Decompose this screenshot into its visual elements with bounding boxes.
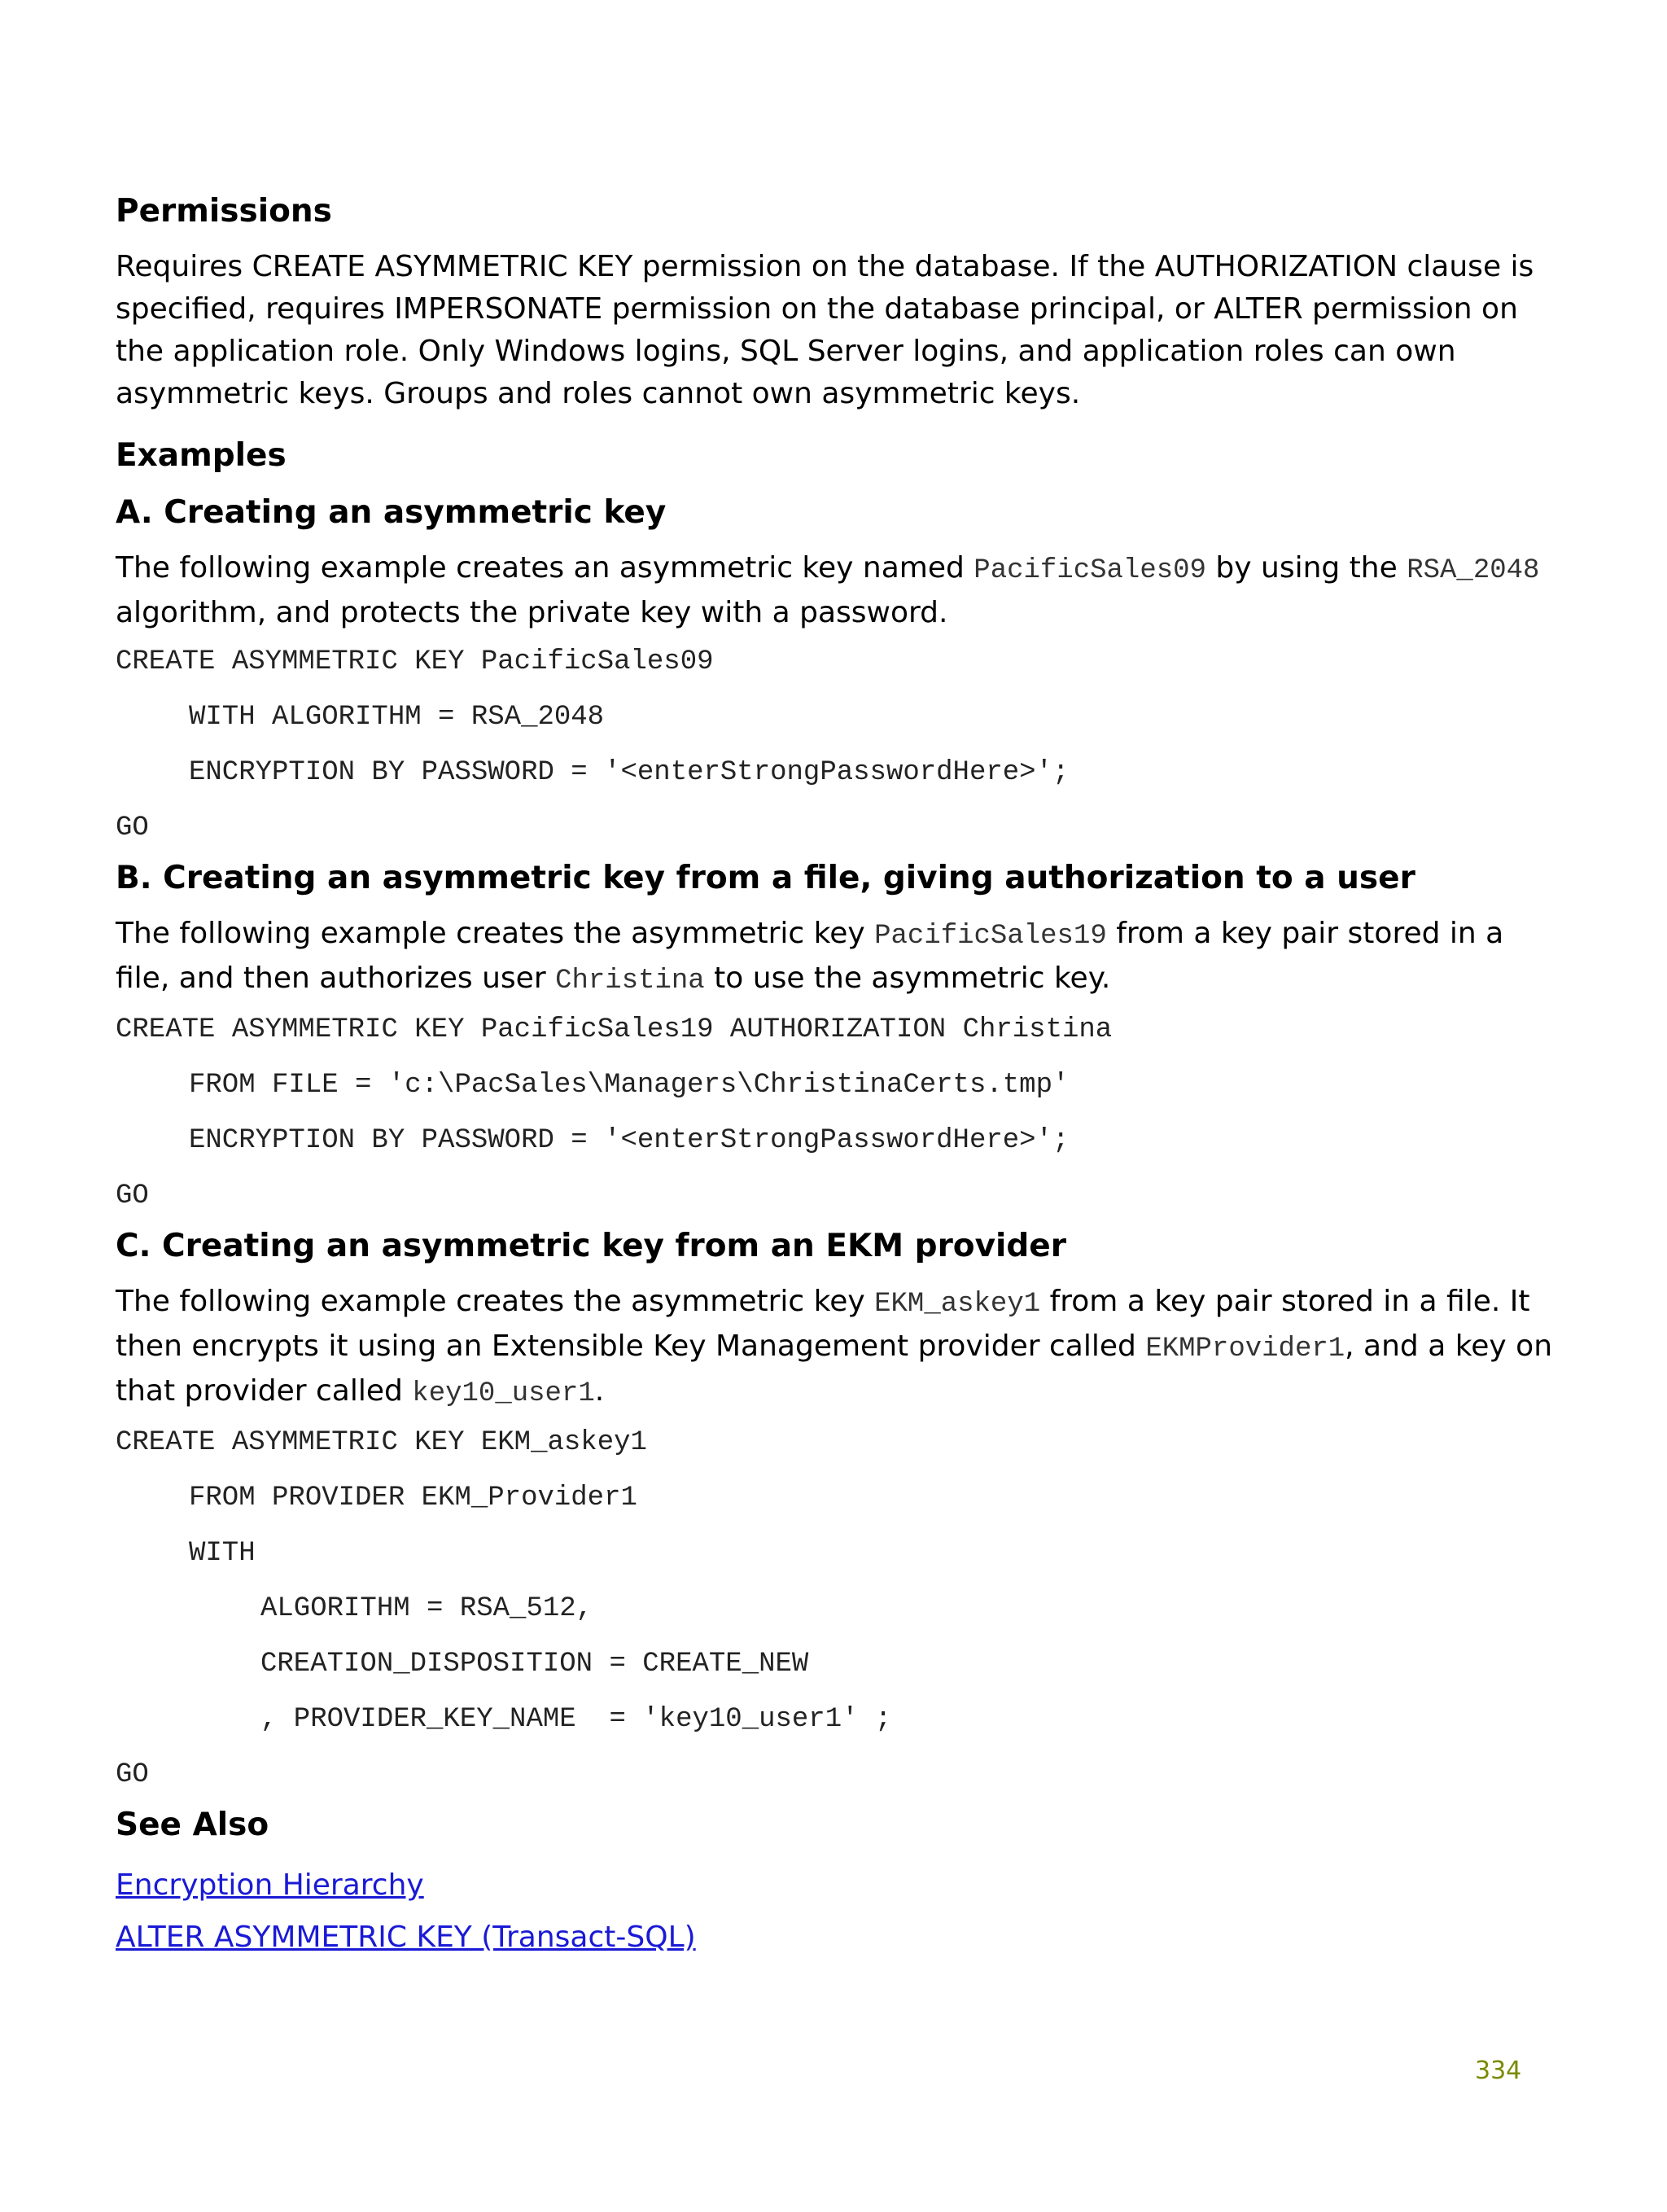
example-b-text-1: The following example creates the asymmetric key <box>116 917 875 950</box>
code-line: ALGORITHM = RSA_512, <box>260 1593 593 1624</box>
permissions-heading: Permissions <box>116 193 332 230</box>
example-c-description <box>116 1281 1564 1415</box>
example-b-text-3: to use the asymmetric key. <box>704 961 1111 995</box>
example-c-heading: C. Creating an asymmetric key from an EKM provider <box>116 1228 1066 1264</box>
example-a-text-3: algorithm, and protects the private key with a password. <box>116 596 948 629</box>
code-line: FROM PROVIDER EKM_Provider1 <box>189 1483 637 1513</box>
example-a-code-block <box>116 634 1564 856</box>
code-line: CREATE ASYMMETRIC KEY EKM_askey1 <box>116 1427 647 1458</box>
example-c-inline-code-1: EKM_askey1 <box>874 1289 1041 1320</box>
code-line: CREATION_DISPOSITION = CREATE_NEW <box>260 1649 809 1680</box>
example-c-text-4: . <box>594 1374 605 1408</box>
code-line: WITH ALGORITHM = RSA_2048 <box>189 702 605 733</box>
code-line: ENCRYPTION BY PASSWORD = '<enterStrongPasswordHere>'; <box>189 1125 1070 1156</box>
example-a-description <box>116 547 1564 634</box>
code-line: GO <box>116 1759 149 1790</box>
example-a-text-2: by using the <box>1205 551 1407 585</box>
code-line: WITH <box>189 1538 256 1569</box>
example-b-inline-code-1: PacificSales19 <box>874 921 1107 952</box>
example-a-inline-code-1: PacificSales09 <box>974 555 1206 586</box>
code-line: CREATE ASYMMETRIC KEY PacificSales19 AUTHORIZATION Christina <box>116 1014 1113 1045</box>
example-c-inline-code-2: EKMProvider1 <box>1145 1334 1345 1364</box>
example-c-code-block <box>116 1415 1564 1802</box>
code-line: , PROVIDER_KEY_NAME = 'key10_user1' ; <box>260 1704 892 1735</box>
code-line: GO <box>116 813 149 843</box>
code-line: GO <box>116 1180 149 1211</box>
example-c-text-2: from a key pair stored in a file. It then encrypts it using an Extensible Key Management provider called <box>116 1285 1530 1363</box>
example-c-text-3: , and a key on that provider called <box>116 1329 1553 1408</box>
page-number: 334 <box>1475 2057 1522 2085</box>
document-page <box>116 189 1564 1964</box>
example-b-description <box>116 913 1564 1002</box>
example-a-inline-code-2: RSA_2048 <box>1407 555 1540 586</box>
link-encryption-hierarchy[interactable]: Encryption Hierarchy <box>116 1868 424 1902</box>
example-c-inline-code-3: key10_user1 <box>412 1378 595 1409</box>
permissions-text: Requires CREATE ASYMMETRIC KEY permission on the database. If the AUTHORIZATION clause is specified, requires IMPERSONATE permission on the database principal, or ALTER permission on the application role. Only Windows logins, SQL Server logins, and application roles can own asymmetric keys. Groups and roles cannot own asymmetric keys. <box>116 250 1534 410</box>
example-b-text-2: from a key pair stored in a file, and then authorizes user <box>116 917 1504 995</box>
examples-heading: Examples <box>116 437 287 474</box>
example-b-code-block <box>116 1002 1564 1224</box>
example-a-text-1: The following example creates an asymmetric key named <box>116 551 974 585</box>
example-b-inline-code-2: Christina <box>555 966 705 996</box>
code-line: CREATE ASYMMETRIC KEY PacificSales09 <box>116 646 714 677</box>
see-also-heading: See Also <box>116 1807 269 1843</box>
example-a-heading: A. Creating an asymmetric key <box>116 494 667 531</box>
code-line: FROM FILE = 'c:\PacSales\Managers\ChristinaCerts.tmp' <box>189 1070 1070 1101</box>
code-line: ENCRYPTION BY PASSWORD = '<enterStrongPasswordHere>'; <box>189 757 1070 788</box>
link-alter-asymmetric-key[interactable]: ALTER ASYMMETRIC KEY (Transact-SQL) <box>116 1921 696 1954</box>
example-b-heading: B. Creating an asymmetric key from a file, giving authorization to a user <box>116 860 1415 896</box>
example-c-text-1: The following example creates the asymmetric key <box>116 1285 875 1318</box>
